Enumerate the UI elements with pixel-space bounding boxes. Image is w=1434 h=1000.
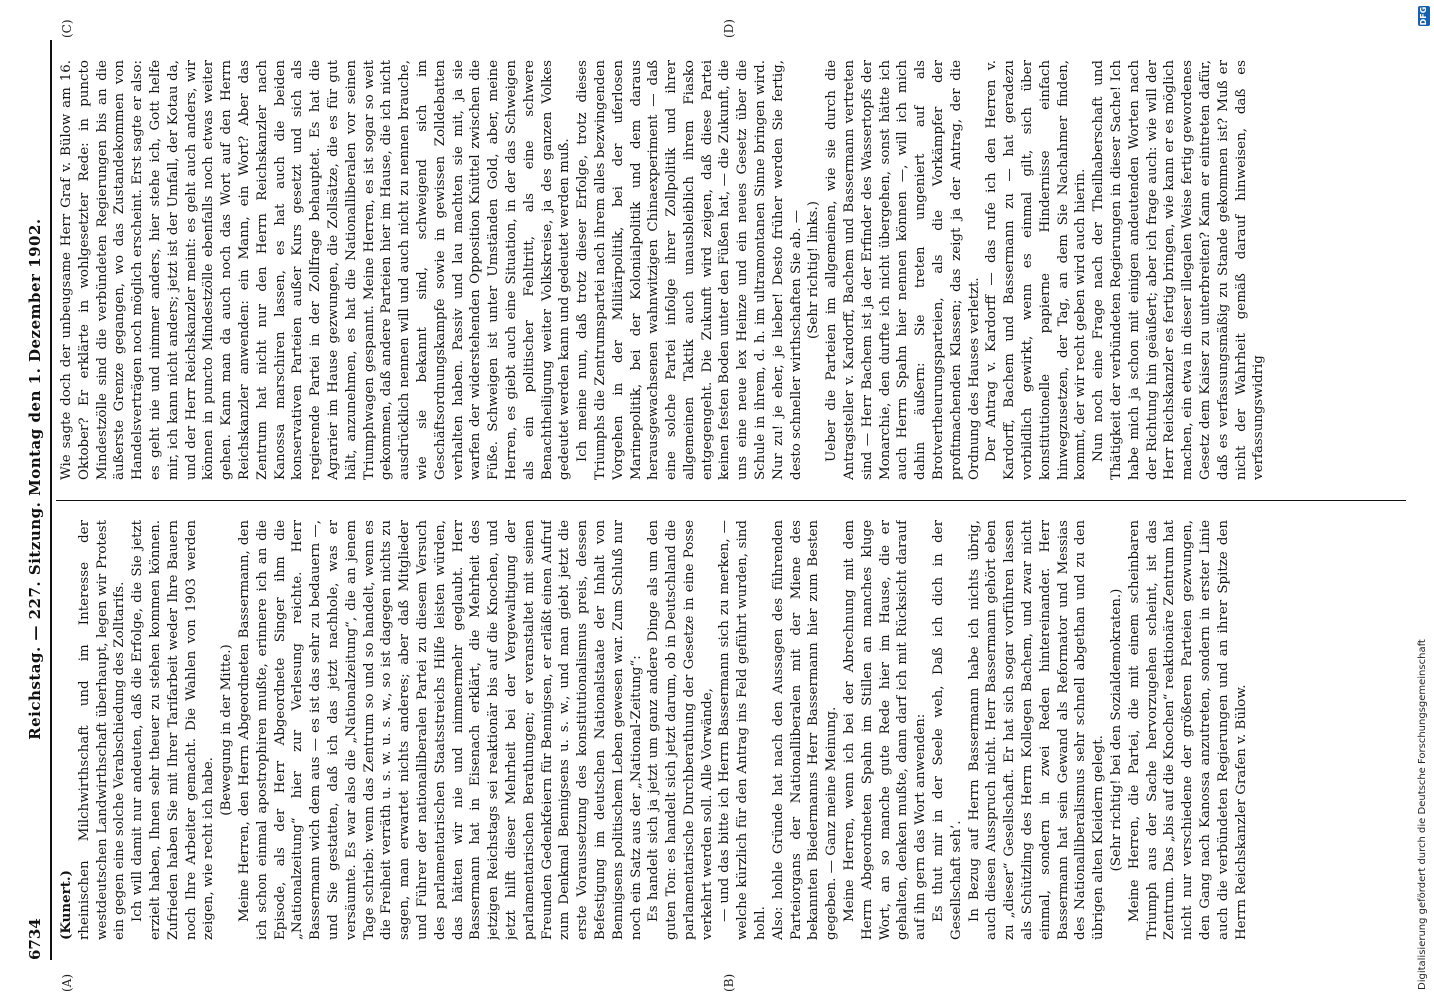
quotation: Es handelt sich ja jetzt um ganz andere Dinge als um den guten Ton: es handelt sich jetzt darum, ob in Deutschland die parlamentarische Durchberathung der Gesetze in eine Posse verkehrt werden soll. Alle Vorwände, — [646, 520, 715, 940]
paragraph: — und das bitte ich Herrn Bassermann sich zu merken, — welche kürzlich für den Antrag ins Feld geführt wurden, sind hohl. — [717, 520, 769, 940]
credit-text: Digitalisierung gefördert durch die Deutsche Forschungsgemeinschaft — [1417, 639, 1428, 990]
paragraph: Ueber die Parteien im allgemeinen, wie sie durch die Antragsteller v. Kardorff, Bachem und Bassermann vertreten sind — Herr Bachem ist ja der Erfinder des Wassertopfs der Monarchie, den durfte ich nicht übergehen, sonst hätte ich auch Herrn Spahn hier nennen können —, will ich mich dahin äußern: Sie treten ungeniert auf als Brotvertheurungsparteien, als die Vorkämpfer der profitmachenden Klassen; das zeigt ja der Antrag, der die Ordnung des Hauses verletzt. — [824, 60, 982, 480]
paragraph: Ich will damit nur andeuten, daß die Erfolge, die Sie jetzt erzielt haben, Ihnen sehr theuer zu stehen kommen können. Zufrieden haben Sie mit Ihrer Tarifarbeit weder Ihre Bauern noch Ihre Arbeiter gemacht. Die Wahlen von 1903 werden zeigen, wie recht ich habe. — [130, 520, 217, 940]
paragraph: rheinischen Milchwirthschaft und im Interesse der westdeutschen Landwirthschaft überhaupt, legen wir Protest ein gegen eine solche Verabschiedung des Zolltarifs. — [76, 520, 128, 940]
paragraph: Der Antrag v. Kardorff — das rufe ich den Herren v. Kardorff, Bachem und Bassermann zu — hat geradezu vorbildlich gewirkt, wenn es einmal gilt, sich über konstitutionelle papierne Hindernisse einfach hinwegzusetzen, der Tag, an dem Sie Nachahmer finden, kommt, der wir recht geben wird auch hierin. — [984, 60, 1089, 480]
digitization-credit — [1414, 0, 1434, 1000]
dfg-logo-icon — [1418, 6, 1430, 26]
interjection: (Bewegung in der Mitte.) — [219, 644, 235, 816]
paragraph: Ich meine nun, daß trotz dieser Erfolge, trotz dieses Triumphs die Zentrumspartei nach ihrem alles bezwingenden Vorgehen in der Militärpolitik, bei der uferlosen Marinepolitik, bei der Kolonialpolitik und dem daraus herausgewachsenen wahnwitzigen Chinaexperiment — daß eine solche Partei infolge ihrer Zollpolitik und ihrer allgemeinen Taktik auch unausbleiblich ihrem Fiasko entgegengeht. Die Zukunft wird zeigen, daß diese Partei keinen festen Boden unter den Füßen hat, — die Zukunft, die uns eine neue lex Heinze und ein neues Gesetz über die Schule in ihrem, d. h. im ultramontanen Sinne bringen wird. Nur zu! je eher, je lieber! Desto früher werden Sie fertig, desto schneller wirthschaften Sie ab. — — [575, 60, 804, 480]
margin-label-b: (B) — [722, 973, 736, 992]
page-header — [26, 40, 44, 960]
paragraph: Also: hohle Gründe hat nach den Aussagen des führenden Parteiorgans der Nationalliberalen mit der Miene des bekannten Biedermanns Herr Bassermann hier zum Besten gegeben. — Ganz meine Meinung. — [770, 520, 840, 940]
column-divider — [56, 500, 1406, 501]
paragraph: Meine Herren, wenn ich bei der Abrechnung mit dem Herrn Abgeordneten Spahn im Stillen an manches kluge Wort, an so manche gute Rede hier im Hause, die er gehalten, denken mußte, dann darf ich mit Rücksicht darauf auf ihn gern das Wort anwenden: — [842, 520, 929, 940]
page-title: Reichstag. — 227. Sitzung. Montag den 1. Dezember 1902. — [26, 218, 44, 740]
margin-label-c: (C) — [60, 19, 74, 38]
margin-label-d: (D) — [722, 19, 736, 38]
left-column — [58, 520, 1408, 940]
paragraph: Nun noch eine Frage nach der Theilhaberschaft und Thätigkeit der verbündeten Regierungen in dieser Sache! Ich habe mich ja schon mit einigen andeutenden Worten nach der Richtung hin geäußert; aber ich frage auch: wie will der Herr Reichskanzler es fertig bringen, wie kann er es möglich machen, ein etwa in dieser illegalen Weise fertig gewordenes Gesetz dem Kaiser zu unterbreiten? Kann er eintreten dafür, daß es verfassungsmäßig zu Stande gekommen ist? Muß er nicht der Wahrheit gemäß darauf hinweisen, daß es verfassungswidrig — [1091, 60, 1267, 480]
speaker-name: (Kunert.) — [58, 870, 74, 940]
verse-quotation: Es thut mir in der Seele weh, Daß ich dich in der Gesellschaft seh’. — [931, 520, 964, 940]
paragraph: Meine Herren, den Herrn Abgeordneten Bassermann, den ich schon einmal apostrophiren mußte, erinnere ich an die Episode, als der Herr Abgeordnete Singer ihm die „Nationalzeitung“ hier zur Verlesung reichte. Herr Bassermann wich dem aus — es ist das sehr zu bedauern —, und Sie gestatten, daß ich das jetzt nachhole, was er versäumte. Es war also die „Nationalzeitung“, die an jenem Tage schrieb: wenn das Zentrum so und so handelt, wenn es die Freiheit verräth u. s. w. u. s. w., so ist dagegen nichts zu sagen, man erwartet nichts anderes; aber daß Mitglieder und Führer der nationalliberalen Partei zu diesem Versuch des parlamentarischen Staatsstreichs Hilfe leisten würden, das hätten wir nie und nimmermehr geglaubt. Herr Bassermann hat in Eisenach erklärt, die Mehrheit des jetzigen Reichstags sei reaktionär bis auf die Knochen, und jetzt hilft dieser Mehrheit bei der Vergewaltigung der parlamentarischen Berathungen; er veranstaltet mit seinen Freunden Gedenkfeiern für Bennigsen, er erläßt einen Aufruf zum Denkmal Bennigsens u. s. w., und man giebt jetzt die erste Voraussetzung des konstitutionalismus preis, dessen Befestigung im deutschen Nationalstaate der Inhalt von Bennigsens politischem Leben gewesen war. Zum Schluß nur noch ein Satz aus der „National-Zeitung“: — [236, 520, 644, 940]
dfg-badge-text: DFG — [1419, 6, 1428, 26]
page-number: 6734 — [26, 918, 44, 960]
interjection: (Sehr richtig! links.) — [806, 201, 822, 339]
paragraph: Wie sagte doch der unbeugsame Herr Graf v. Bülow am 16. Oktober? Er erklärte in wohlgesetzter Rede: in puncto Mindestzölle sind die verbündeten Regierungen bis an die äußerste Grenze gegangen, wo das Zustandekommen von Handelsverträgen noch möglich erscheint. Erst sagte er also: es geht nie und nimmer anders, hier stehe ich, Gott helfe mir, ich kann nicht anders; jetzt ist der Umfall, der Kotau da, und der Herr Reichskanzler meint: es geht auch anders, wir können in puncto Mindestzölle ebenfalls noch etwas weiter gehen. Kann man da auch noch das Wort auf den Herrn Reichskanzler anwenden: ein Mann, ein Wort? Aber das Zentrum hat nicht nur den Herrn Reichskanzler nach Kanossa marschiren lassen, es hat auch die beiden konservativen Parteien außer Kurs gesetzt und sich als regierende Partei in der Zollfrage behauptet. Es hat die Agrarier im Hause gezwungen, die Zollsätze, die es für gut hält, anzunehmen, es hat die Nationalliberalen vor seinen Triumphwagen gespannt. Meine Herren, es ist sogar so weit gekommen, daß andere Parteien hier im Hause, die ich nicht ausdrücklich nennen will und auch nicht zu nennen brauche, wie sie bekannt sind, schweigend sich im Geschäftsordnungskampfe sowie in gewissen Zolldebatten verhalten haben. Passiv und lau machten sie mit, ja sie warfen der widerstehenden Opposition Knüttel zwischen die Füße. Schweigen ist unter Umständen Gold, aber, meine Herren, es giebt auch eine Situation, in der das Schweigen als ein politischer Fehltritt, als eine schwere Benachtheiligung weiter Volkskreise, ja des ganzen Volkes gedeutet werden kann und gedeutet werden muß. — [59, 60, 573, 480]
interjection: (Sehr richtig! bei den Sozialdemokraten.) — [1109, 588, 1125, 872]
margin-label-a: (A) — [60, 973, 74, 992]
paragraph: In Bezug auf Herrn Bassermann habe ich nichts übrig, auch diesen Ausspruch nicht. Herr Bassermann gehört eben zu „dieser“ Gesellschaft. Er hat sich sogar vorführen lassen als Schützling des Herrn Kollegen Bachem, und zwar nicht einmal, sondern in zwei Reden hintereinander. Herr Bassermann hat sein Gewand als Reformator und Messias des Nationalliberalismus sehr schnell abgethan und zu den übrigen alten Kleidern gelegt. — [966, 520, 1107, 940]
paragraph: Meine Herren, die Partei, die mit einem scheinbaren Triumph aus der Sache hervorzugehen scheint, ist das Zentrum. Das „bis auf die Knochen“ reaktionäre Zentrum hat nicht nur verschiedene der größeren Parteien gezwungen, den Gang nach Kanossa anzutreten, sondern in erster Linie auch die verbündeten Regierungen und an ihrer Spitze den Herrn Reichskanzler Grafen v. Bülow. — [1126, 520, 1249, 940]
header-rule — [50, 40, 52, 960]
right-column — [58, 60, 1408, 480]
